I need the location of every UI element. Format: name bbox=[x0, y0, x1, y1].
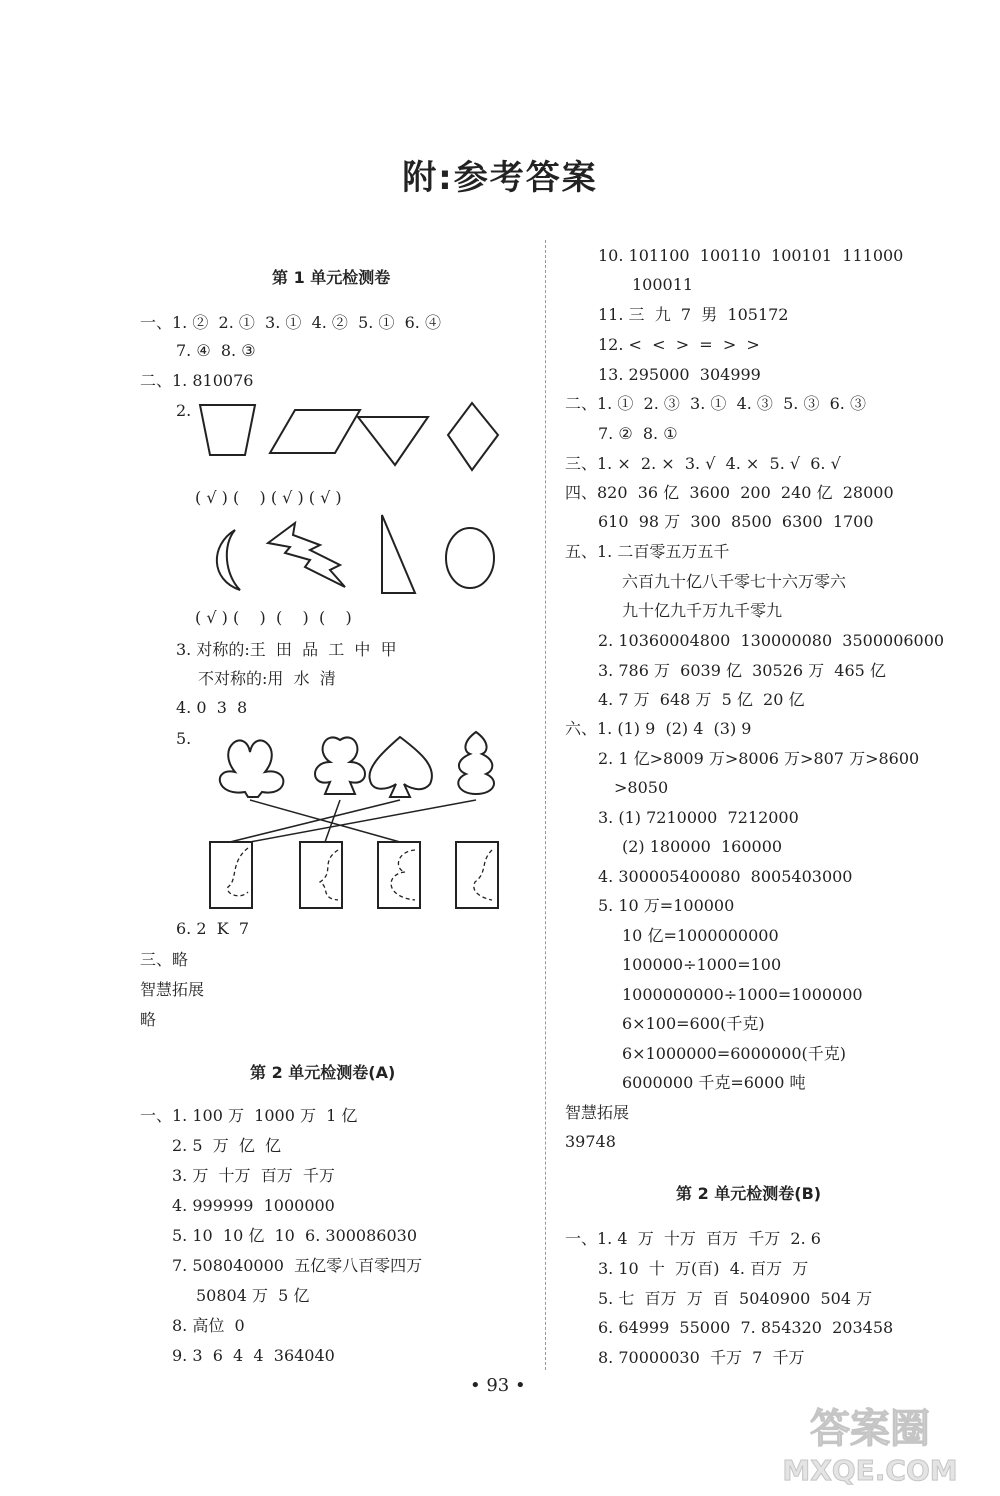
triangle-shape bbox=[358, 417, 428, 465]
answer-line: 3. (1) 7210000 7212000 bbox=[598, 808, 799, 827]
answer-line: 2. 5 万 亿 亿 bbox=[172, 1136, 282, 1155]
answer-line: 六百九十亿八千零七十六万零六 bbox=[622, 572, 847, 591]
answer-line: ( √ ) ( ) ( √ ) ( √ ) bbox=[195, 488, 342, 507]
spade-shape bbox=[369, 737, 431, 797]
answer-line: 1000000000÷1000=1000000 bbox=[622, 985, 863, 1004]
answer-line: ( √ ) ( ) ( ) ( ) bbox=[195, 608, 352, 627]
unit1-heading: 第 1 单元检测卷 bbox=[272, 268, 391, 287]
watermark-bottom: MXQE.COM bbox=[782, 1454, 958, 1487]
answer-line: 2. 1 亿>8009 万>8006 万>807 万>8600 bbox=[598, 749, 920, 768]
answer-line: 4. 7 万 648 万 5 亿 20 亿 bbox=[598, 690, 805, 709]
crescent-shape bbox=[217, 530, 240, 590]
matching-figure bbox=[190, 722, 510, 914]
answer-line: 6000000 千克=6000 吨 bbox=[622, 1073, 806, 1092]
answer-line: 8. 高位 0 bbox=[172, 1316, 245, 1335]
answer-line: 10 亿=1000000000 bbox=[622, 926, 779, 945]
clover-shape bbox=[220, 741, 284, 797]
answer-line: 5. 七 百万 万 百 5040900 504 万 bbox=[598, 1289, 873, 1308]
answer-line: 智慧拓展 bbox=[565, 1103, 630, 1122]
answer-line: 11. 三 九 7 男 105172 bbox=[598, 305, 789, 324]
answer-line: 五、1. 二百零五万五千 bbox=[565, 542, 730, 561]
answer-line: 三、1. × 2. × 3. √ 4. × 5. √ 6. √ bbox=[565, 454, 841, 473]
answer-line: 3. 对称的:王 田 品 工 中 甲 bbox=[176, 640, 397, 659]
answer-line: 3. 10 十 万(百) 4. 百万 万 bbox=[598, 1259, 809, 1278]
answer-line: 九十亿九千万九千零九 bbox=[622, 601, 783, 620]
answer-line: 5. 10 10 亿 10 6. 300086030 bbox=[172, 1226, 418, 1245]
answer-line: 四、820 36 亿 3600 200 240 亿 28000 bbox=[565, 483, 894, 502]
answer-line: 7. ② 8. ① bbox=[598, 424, 678, 443]
answer-line: 10. 101100 100110 100101 111000 bbox=[598, 246, 904, 265]
answer-line: 六、1. (1) 9 (2) 4 (3) 9 bbox=[565, 719, 752, 738]
answer-line: 100000÷1000=100 bbox=[622, 955, 782, 974]
answer-line: 三、略 bbox=[140, 950, 189, 969]
shapes-figure bbox=[190, 395, 510, 605]
answer-line: 6. 64999 55000 7. 854320 203458 bbox=[598, 1318, 894, 1337]
card-shape bbox=[378, 842, 420, 908]
column-divider bbox=[545, 240, 546, 1370]
answer-line: 智慧拓展 bbox=[140, 980, 205, 999]
answer-line: 一、1. ② 2. ① 3. ① 4. ② 5. ① 6. ④ bbox=[140, 313, 441, 332]
answer-line: 3. 万 十万 百万 千万 bbox=[172, 1166, 335, 1185]
trapezoid-shape bbox=[200, 405, 255, 455]
answer-line: 6×1000000=6000000(千克) bbox=[622, 1044, 846, 1063]
card-shape bbox=[210, 842, 252, 908]
watermark-logo bbox=[750, 1392, 990, 1492]
answer-line: 50804 万 5 亿 bbox=[196, 1286, 310, 1305]
answer-line: 9. 3 6 4 4 364040 bbox=[172, 1346, 335, 1365]
answer-line: 不对称的:用 水 清 bbox=[198, 669, 336, 688]
right-triangle-shape bbox=[382, 515, 415, 593]
answer-line: 4. 0 3 8 bbox=[176, 698, 248, 717]
tree-shape bbox=[458, 732, 494, 794]
answer-line: 3. 786 万 6039 亿 30526 万 465 亿 bbox=[598, 661, 886, 680]
club-shape bbox=[315, 737, 365, 794]
answer-line: 4. 300005400080 8005403000 bbox=[598, 867, 853, 886]
lightning-shape bbox=[268, 523, 345, 587]
answer-line: 二、1. ① 2. ③ 3. ① 4. ③ 5. ③ 6. ③ bbox=[565, 394, 866, 413]
rhombus-shape bbox=[448, 403, 498, 470]
answer-line: 7. ④ 8. ③ bbox=[176, 341, 256, 360]
parallelogram-shape bbox=[270, 410, 360, 453]
answer-line: 13. 295000 304999 bbox=[598, 365, 761, 384]
card-shape bbox=[456, 842, 498, 908]
answer-line: 5. 10 万=100000 bbox=[598, 896, 735, 915]
answer-line: 6. 2 K 7 bbox=[176, 919, 250, 938]
unit2b-heading: 第 2 单元检测卷(B) bbox=[676, 1184, 822, 1203]
answer-line: 7. 508040000 五亿零八百零四万 bbox=[172, 1256, 423, 1275]
watermark-top: 答案圈 bbox=[810, 1406, 930, 1452]
answer-line: (2) 180000 160000 bbox=[622, 837, 783, 856]
answer-line: 5. bbox=[176, 729, 192, 748]
answer-line: 2. 10360004800 130000080 3500006000 bbox=[598, 631, 945, 650]
answer-line: 二、1. 810076 bbox=[140, 371, 254, 390]
answer-line: 一、1. 100 万 1000 万 1 亿 bbox=[140, 1106, 358, 1125]
answer-line: 39748 bbox=[565, 1132, 616, 1151]
answer-line: 8. 70000030 千万 7 千万 bbox=[598, 1348, 805, 1367]
answer-line: 12. < < > = > > bbox=[598, 335, 760, 354]
oval-shape bbox=[446, 528, 494, 588]
answer-line: >8050 bbox=[614, 778, 669, 797]
answer-line: 100011 bbox=[632, 275, 694, 294]
answer-line: 610 98 万 300 8500 6300 1700 bbox=[598, 512, 874, 531]
page-title: 附:参考答案 bbox=[402, 158, 598, 198]
answer-line: 略 bbox=[140, 1010, 157, 1029]
unit2a-heading: 第 2 单元检测卷(A) bbox=[250, 1063, 396, 1082]
answer-line: 2. bbox=[176, 401, 192, 420]
answer-line: 6×100=600(千克) bbox=[622, 1014, 765, 1033]
page-number: • 93 • bbox=[470, 1375, 526, 1396]
answer-line: 4. 999999 1000000 bbox=[172, 1196, 335, 1215]
answer-line: 一、1. 4 万 十万 百万 千万 2. 6 bbox=[565, 1229, 821, 1248]
